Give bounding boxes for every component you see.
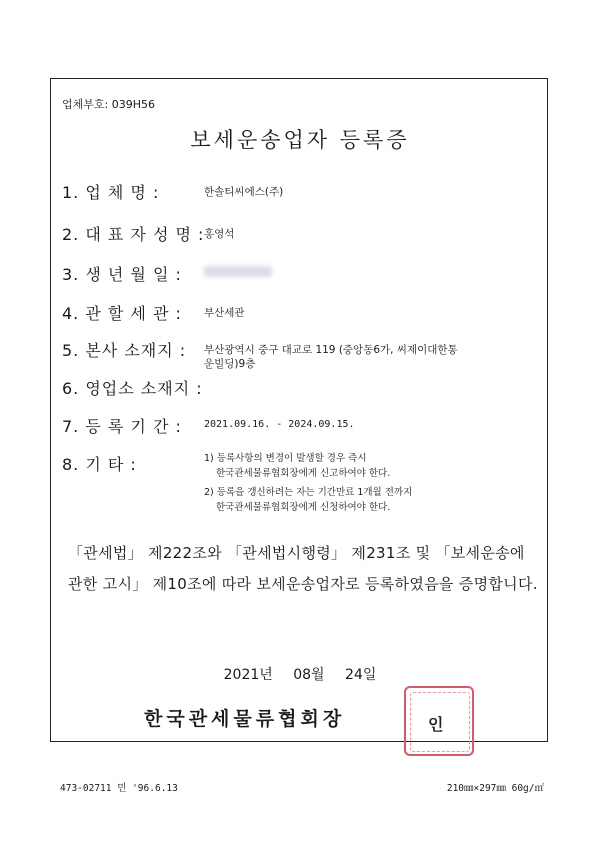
field-value-head-office-line2: 운빌딩)9층 [204,358,256,370]
certificate-title: 보세운송업자 등록증 [190,128,410,152]
field-label-registration-period: 7. 등 록 기 간 : [62,417,182,436]
note-1-line1: 1) 등록사항의 변경이 발생할 경우 즉시 [204,453,367,464]
issue-date-month: 08월 [293,667,325,683]
note-1-line2: 한국관세물류협회장에게 신고하여야 한다. [216,468,391,479]
paper-spec: 210㎜×297㎜ 60g/㎡ [446,783,544,794]
field-label-company: 1. 업 체 명 : [62,183,160,202]
issue-date-day: 24일 [345,667,377,683]
issuer-name: 한국관세물류협회장 [144,708,346,730]
field-label-other: 8. 기 타 : [62,455,137,474]
field-value-registration-period: 2021.09.16. - 2024.09.15. [204,419,355,430]
field-value-representative: 홍영석 [204,228,235,240]
note-2-line2: 한국관세물류협회장에게 신청하여야 한다. [216,502,391,513]
field-label-customs-office: 4. 관 할 세 관 : [62,304,182,323]
field-value-customs-office: 부산세관 [204,307,245,319]
field-label-birthdate: 3. 생 년 월 일 : [62,265,182,284]
form-number: 473-02711 민 '96.6.13 [60,783,178,794]
issue-date [0,664,600,684]
certificate-frame [50,78,548,742]
seal-glyph: 인 [428,715,444,734]
note-2-line1: 2) 등록을 갱신하려는 자는 기간만료 1개월 전까지 [204,487,413,498]
registration-number: 업체부호: 039H56 [62,98,155,111]
official-seal-icon [404,686,474,756]
field-value-head-office: 부산광역시 중구 대교로 119 (중앙동6가, 씨제이대한통 [204,344,458,356]
field-label-branch-office: 6. 영업소 소재지 : [62,379,203,398]
issue-date-year: 2021년 [223,667,273,683]
certification-statement: 「관세법」 제222조와 「관세법시행령」 제231조 및 「보세운송에 관한 고시」 제10조에 따라 보세운송업자로 등록하였음을 증명합니다. [68,544,538,593]
field-label-head-office: 5. 본사 소재지 : [62,341,187,360]
redacted-birthdate [204,266,272,277]
field-label-representative: 2. 대 표 자 성 명 : [62,225,205,244]
field-value-company: 한솔티씨에스(주) [204,186,284,198]
